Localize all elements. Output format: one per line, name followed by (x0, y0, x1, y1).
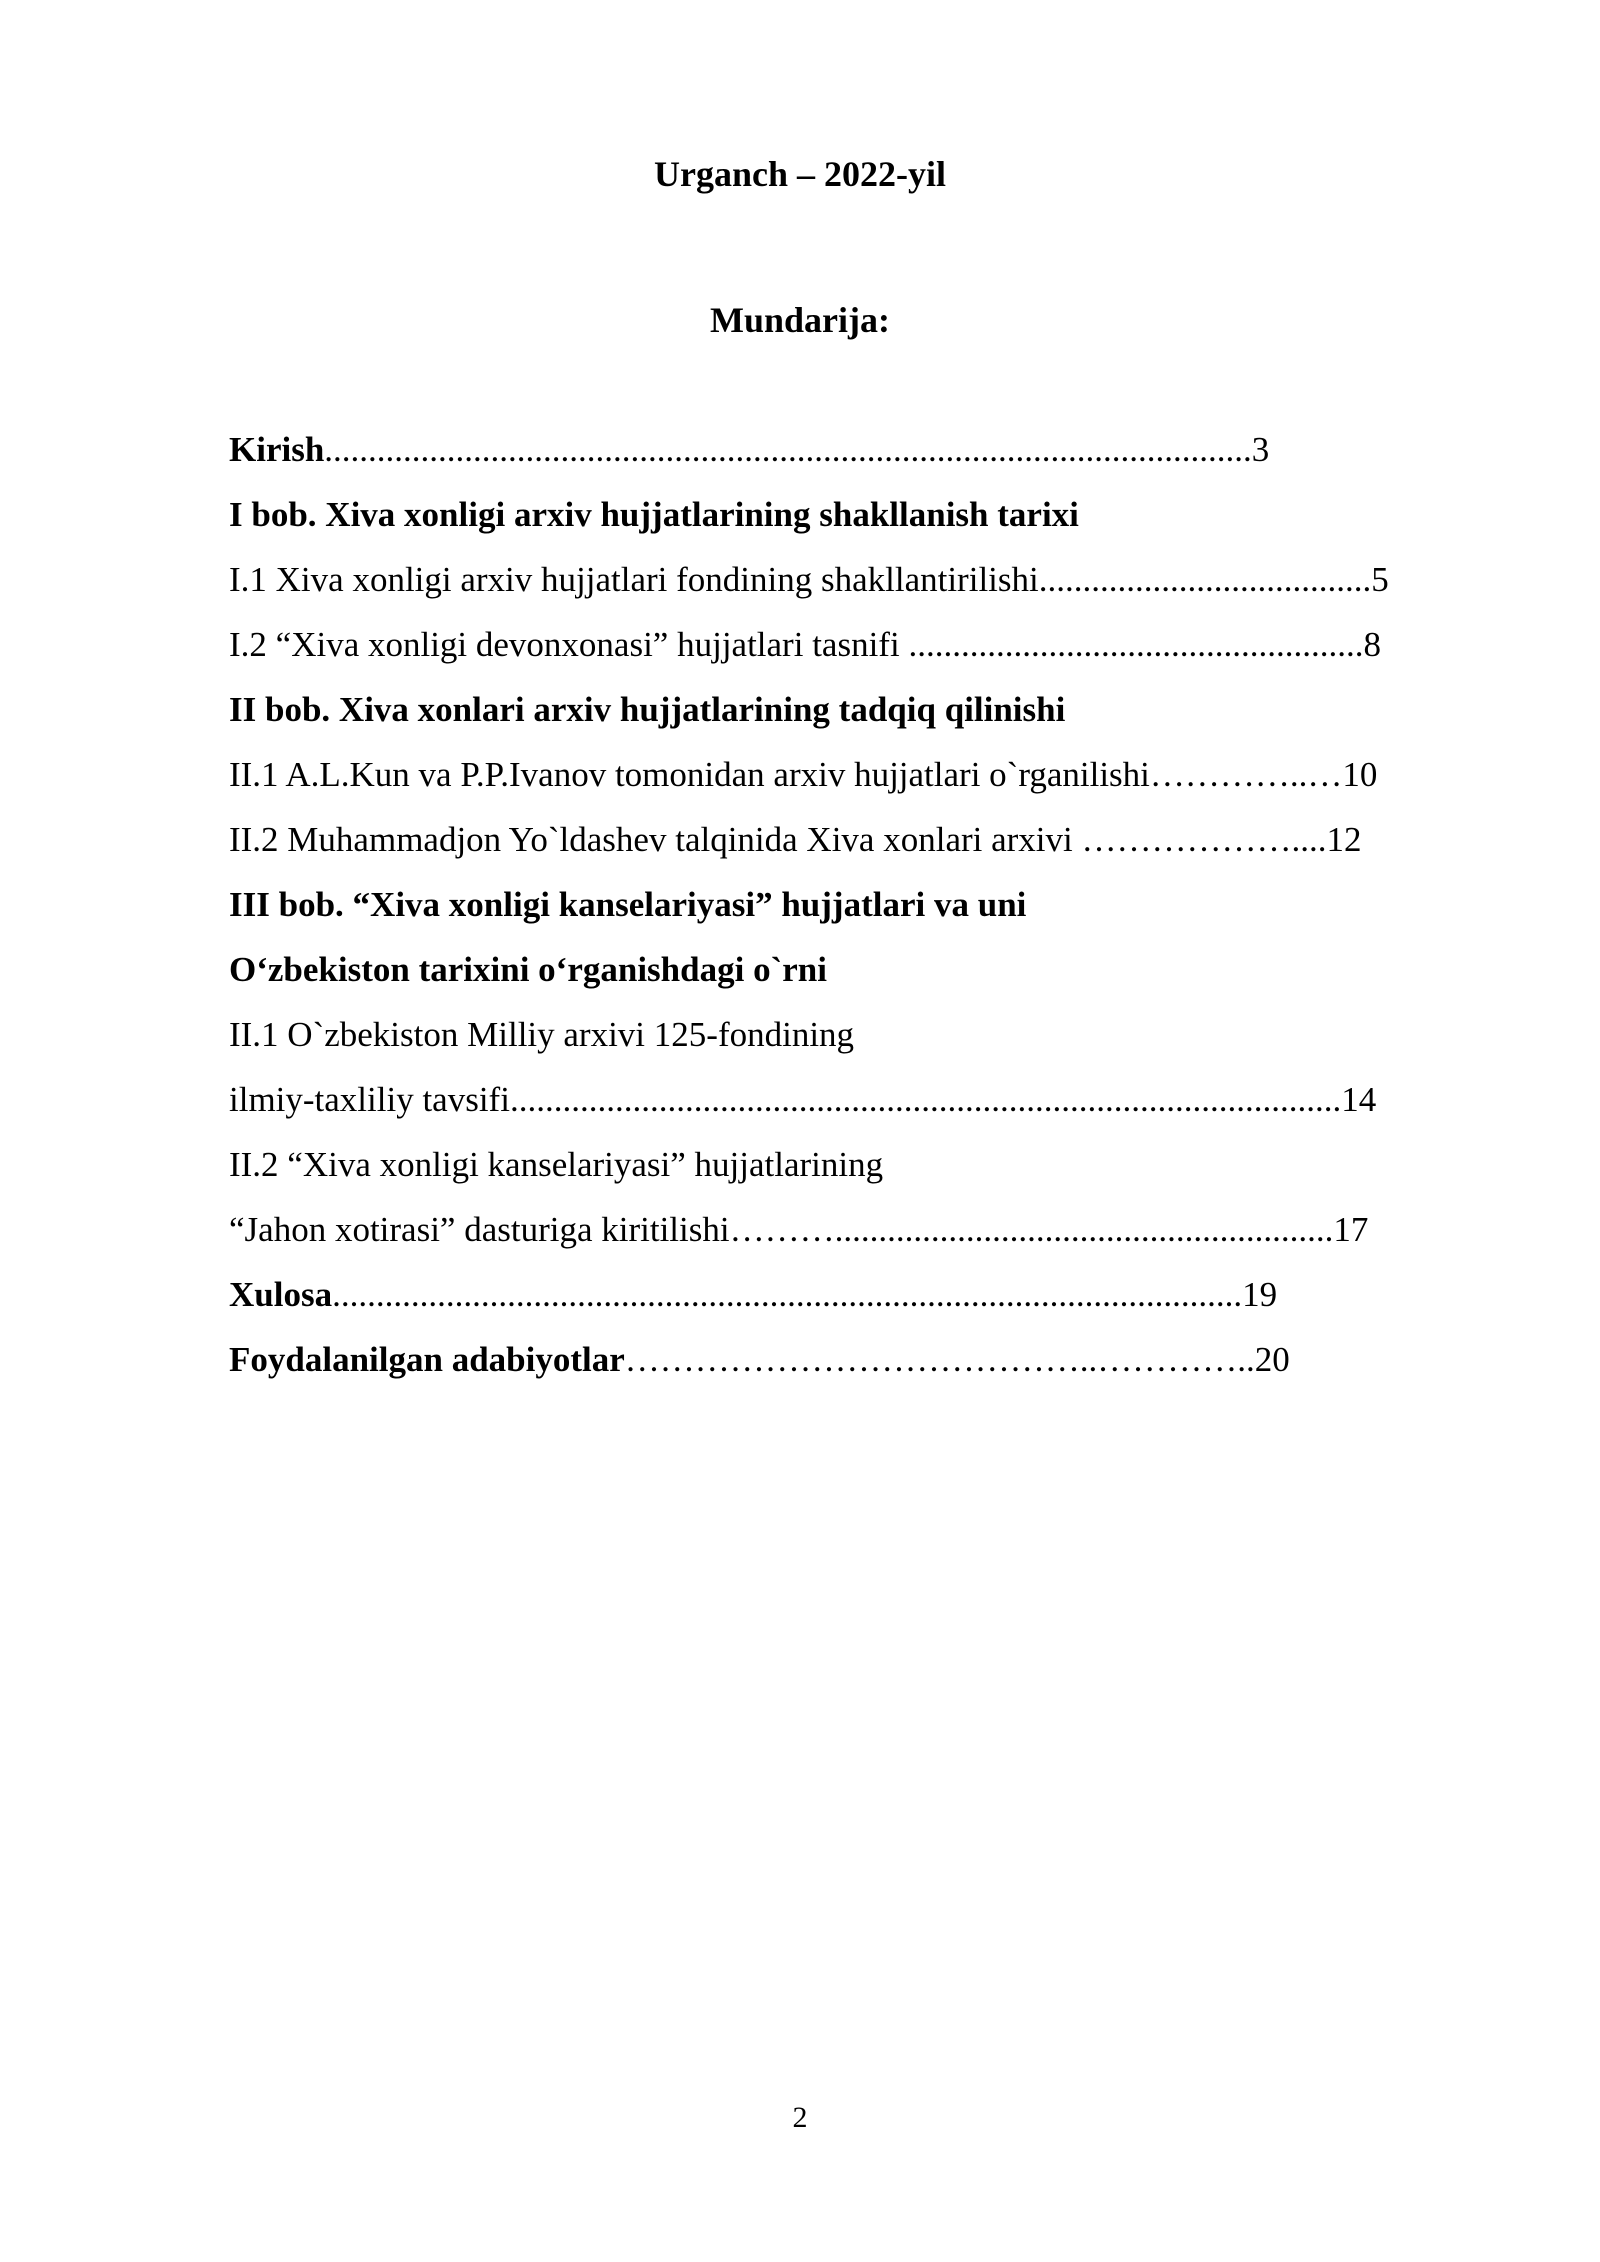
toc-entry-text: I.1 Xiva xonligi arxiv hujjatlari fondining shakllantirilishi (229, 560, 1039, 599)
toc-entry-text: I bob. Xiva xonligi arxiv hujjatlarining shakllanish tarixi (229, 495, 1079, 534)
toc-entry-text: O‘zbekiston tarixini o‘rganishdagi o`rni (229, 950, 827, 989)
toc-chapter-3-continued (229, 946, 1489, 1011)
toc-section-3-1 (229, 1011, 1489, 1076)
toc-page-number: 14 (1341, 1080, 1377, 1119)
toc-leader-dots: ............................................................................................... (509, 1080, 1342, 1119)
toc-entry-kirish (229, 426, 1489, 491)
table-of-contents-title: Mundarija: (710, 300, 890, 340)
toc-entry-text: II.1 O`zbekiston Milliy arxivi 125-fondining (229, 1015, 855, 1054)
toc-page-number: 17 (1333, 1210, 1369, 1249)
toc-leader-dots: .......................................................................................................... (324, 430, 1252, 469)
page-number: 2 (792, 2101, 808, 2134)
toc-page-number: 3 (1251, 430, 1270, 469)
toc-page-number: 12 (1326, 820, 1362, 859)
toc-leader-dots: ……………….... (1081, 820, 1327, 859)
toc-section-3-2-continued (229, 1206, 1489, 1271)
toc-leader-dots: ........................................................................................................ (332, 1275, 1243, 1314)
toc-entry-text: III bob. “Xiva xonligi kanselariyasi” hujjatlari va uni (229, 885, 1027, 924)
toc-page-number: 20 (1254, 1340, 1290, 1379)
toc-page-number: 19 (1242, 1275, 1278, 1314)
toc-entry-text: II.1 A.L.Kun va P.P.Ivanov tomonidan arxiv hujjatlari o`rganilishi (229, 755, 1150, 794)
toc-entry-text: Foydalanilgan adabiyotlar (229, 1340, 625, 1379)
toc-entry-references (229, 1336, 1489, 1401)
toc-section-1-1 (229, 556, 1489, 621)
toc-page-number: 5 (1371, 560, 1389, 599)
toc-leader-dots: .................................................... (908, 625, 1364, 664)
toc-entry-text: Xulosa (229, 1275, 333, 1314)
toc-entry-text: II.2 “Xiva xonligi kanselariyasi” hujjatlarining (229, 1145, 884, 1184)
toc-section-1-2 (229, 621, 1489, 686)
toc-chapter-3 (229, 881, 1489, 946)
toc-entry-text: “Jahon xotirasi” dasturiga kiritilishi (229, 1210, 730, 1249)
toc-entry-text: II bob. Xiva xonlari arxiv hujjatlarining tadqiq qilinishi (229, 690, 1066, 729)
toc-entry-text: Kirish (229, 430, 325, 469)
toc-section-3-2 (229, 1141, 1489, 1206)
toc-leader-dots: …………..… (1149, 755, 1343, 794)
city-year-heading: Urganch – 2022-yil (654, 154, 946, 194)
table-of-contents (229, 426, 1489, 1401)
toc-entry-text: ilmiy-taxliliy tavsifi (229, 1080, 510, 1119)
toc-entry-text: I.2 “Xiva xonligi devonxonasi” hujjatlari tasnifi (229, 625, 909, 664)
toc-leader-dots: ………......................................................... (729, 1210, 1334, 1249)
toc-section-3-1-continued (229, 1076, 1489, 1141)
toc-section-2-1 (229, 751, 1489, 816)
toc-leader-dots: ...................................... (1038, 560, 1372, 599)
toc-entry-text: II.2 Muhammadjon Yo`ldashev talqinida Xiva xonlari arxivi (229, 820, 1082, 859)
toc-leader-dots: …………………………………..………….. (624, 1340, 1255, 1379)
toc-chapter-2 (229, 686, 1489, 751)
toc-page-number: 10 (1342, 755, 1378, 794)
toc-section-2-2 (229, 816, 1489, 881)
toc-chapter-1 (229, 491, 1489, 556)
toc-entry-xulosa (229, 1271, 1489, 1336)
toc-page-number: 8 (1363, 625, 1381, 664)
